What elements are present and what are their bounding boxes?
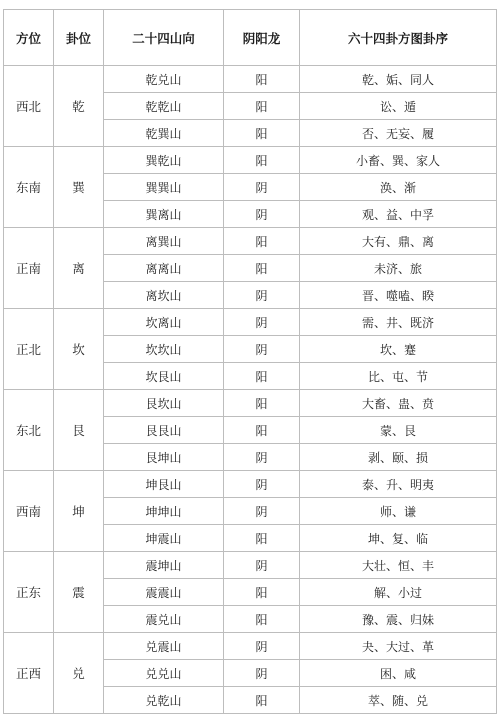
sequence-cell: 困、咸 bbox=[300, 660, 497, 687]
trigram-cell: 乾 bbox=[54, 66, 104, 147]
mountain-cell: 巽巽山 bbox=[104, 174, 224, 201]
trigram-cell: 离 bbox=[54, 228, 104, 309]
mountain-cell: 乾巽山 bbox=[104, 120, 224, 147]
table-header-row bbox=[4, 10, 497, 66]
yinyang-cell: 阴 bbox=[224, 444, 300, 471]
mountain-cell: 离坎山 bbox=[104, 282, 224, 309]
sequence-cell: 萃、随、兑 bbox=[300, 687, 497, 714]
sequence-cell: 坤、复、临 bbox=[300, 525, 497, 552]
header-mountain: 二十四山向 bbox=[104, 10, 224, 66]
yinyang-cell: 阴 bbox=[224, 309, 300, 336]
sequence-cell: 蒙、艮 bbox=[300, 417, 497, 444]
direction-cell: 正东 bbox=[4, 552, 54, 633]
header-yinyang: 阴阳龙 bbox=[224, 10, 300, 66]
table-body bbox=[4, 66, 497, 714]
trigram-cell: 震 bbox=[54, 552, 104, 633]
direction-cell: 东南 bbox=[4, 147, 54, 228]
mountain-cell: 坤艮山 bbox=[104, 471, 224, 498]
mountain-cell: 震震山 bbox=[104, 579, 224, 606]
yinyang-cell: 阴 bbox=[224, 660, 300, 687]
table-row bbox=[4, 66, 497, 93]
header-trigram: 卦位 bbox=[54, 10, 104, 66]
mountain-cell: 坎离山 bbox=[104, 309, 224, 336]
table-row bbox=[4, 633, 497, 660]
sequence-cell: 大壮、恒、丰 bbox=[300, 552, 497, 579]
yinyang-cell: 阴 bbox=[224, 282, 300, 309]
mountain-cell: 乾兑山 bbox=[104, 66, 224, 93]
sequence-cell: 乾、姤、同人 bbox=[300, 66, 497, 93]
table-row bbox=[4, 390, 497, 417]
yinyang-cell: 阳 bbox=[224, 363, 300, 390]
sequence-cell: 小畜、巽、家人 bbox=[300, 147, 497, 174]
yinyang-cell: 阴 bbox=[224, 174, 300, 201]
sequence-cell: 师、谦 bbox=[300, 498, 497, 525]
mountain-cell: 震兑山 bbox=[104, 606, 224, 633]
trigram-cell: 巽 bbox=[54, 147, 104, 228]
sequence-cell: 夬、大过、革 bbox=[300, 633, 497, 660]
yinyang-cell: 阴 bbox=[224, 201, 300, 228]
mountain-cell: 坤坤山 bbox=[104, 498, 224, 525]
sequence-cell: 泰、升、明夷 bbox=[300, 471, 497, 498]
yinyang-cell: 阳 bbox=[224, 255, 300, 282]
mountain-cell: 乾乾山 bbox=[104, 93, 224, 120]
mountain-cell: 兑乾山 bbox=[104, 687, 224, 714]
sequence-cell: 晋、噬嗑、睽 bbox=[300, 282, 497, 309]
sequence-cell: 豫、震、归妹 bbox=[300, 606, 497, 633]
direction-cell: 正南 bbox=[4, 228, 54, 309]
sequence-cell: 大有、鼎、离 bbox=[300, 228, 497, 255]
mountain-cell: 艮坤山 bbox=[104, 444, 224, 471]
yinyang-cell: 阳 bbox=[224, 66, 300, 93]
trigram-cell: 兑 bbox=[54, 633, 104, 714]
mountain-cell: 震坤山 bbox=[104, 552, 224, 579]
mountain-cell: 艮坎山 bbox=[104, 390, 224, 417]
sequence-cell: 未济、旅 bbox=[300, 255, 497, 282]
table-row bbox=[4, 228, 497, 255]
header-sequence: 六十四卦方图卦序 bbox=[300, 10, 497, 66]
yinyang-cell: 阳 bbox=[224, 606, 300, 633]
direction-cell: 正北 bbox=[4, 309, 54, 390]
table-row bbox=[4, 471, 497, 498]
table-row bbox=[4, 552, 497, 579]
mountain-cell: 巽乾山 bbox=[104, 147, 224, 174]
hexagram-table-container bbox=[3, 9, 496, 714]
yinyang-cell: 阴 bbox=[224, 336, 300, 363]
mountain-cell: 兑震山 bbox=[104, 633, 224, 660]
sequence-cell: 坎、蹇 bbox=[300, 336, 497, 363]
yinyang-cell: 阴 bbox=[224, 471, 300, 498]
direction-cell: 西北 bbox=[4, 66, 54, 147]
sequence-cell: 比、屯、节 bbox=[300, 363, 497, 390]
header-direction: 方位 bbox=[4, 10, 54, 66]
yinyang-cell: 阴 bbox=[224, 633, 300, 660]
mountain-cell: 坎坎山 bbox=[104, 336, 224, 363]
table-row bbox=[4, 147, 497, 174]
direction-cell: 东北 bbox=[4, 390, 54, 471]
mountain-cell: 艮艮山 bbox=[104, 417, 224, 444]
sequence-cell: 剥、颐、损 bbox=[300, 444, 497, 471]
sequence-cell: 涣、渐 bbox=[300, 174, 497, 201]
sequence-cell: 大畜、蛊、贲 bbox=[300, 390, 497, 417]
sequence-cell: 观、益、中孚 bbox=[300, 201, 497, 228]
mountain-cell: 离离山 bbox=[104, 255, 224, 282]
yinyang-cell: 阳 bbox=[224, 579, 300, 606]
mountain-cell: 坎艮山 bbox=[104, 363, 224, 390]
mountain-cell: 兑兑山 bbox=[104, 660, 224, 687]
yinyang-cell: 阴 bbox=[224, 498, 300, 525]
direction-cell: 正西 bbox=[4, 633, 54, 714]
yinyang-cell: 阴 bbox=[224, 552, 300, 579]
sequence-cell: 讼、遁 bbox=[300, 93, 497, 120]
direction-cell: 西南 bbox=[4, 471, 54, 552]
yinyang-cell: 阳 bbox=[224, 120, 300, 147]
mountain-cell: 离巽山 bbox=[104, 228, 224, 255]
mountain-cell: 巽离山 bbox=[104, 201, 224, 228]
yinyang-cell: 阳 bbox=[224, 228, 300, 255]
sequence-cell: 需、井、既济 bbox=[300, 309, 497, 336]
sequence-cell: 否、无妄、履 bbox=[300, 120, 497, 147]
trigram-cell: 艮 bbox=[54, 390, 104, 471]
table-row bbox=[4, 309, 497, 336]
mountain-cell: 坤震山 bbox=[104, 525, 224, 552]
yinyang-cell: 阳 bbox=[224, 93, 300, 120]
yinyang-cell: 阳 bbox=[224, 417, 300, 444]
yinyang-cell: 阳 bbox=[224, 687, 300, 714]
trigram-cell: 坤 bbox=[54, 471, 104, 552]
yinyang-cell: 阳 bbox=[224, 525, 300, 552]
twenty-four-mountains-table bbox=[3, 9, 497, 714]
sequence-cell: 解、小过 bbox=[300, 579, 497, 606]
trigram-cell: 坎 bbox=[54, 309, 104, 390]
yinyang-cell: 阳 bbox=[224, 147, 300, 174]
yinyang-cell: 阳 bbox=[224, 390, 300, 417]
